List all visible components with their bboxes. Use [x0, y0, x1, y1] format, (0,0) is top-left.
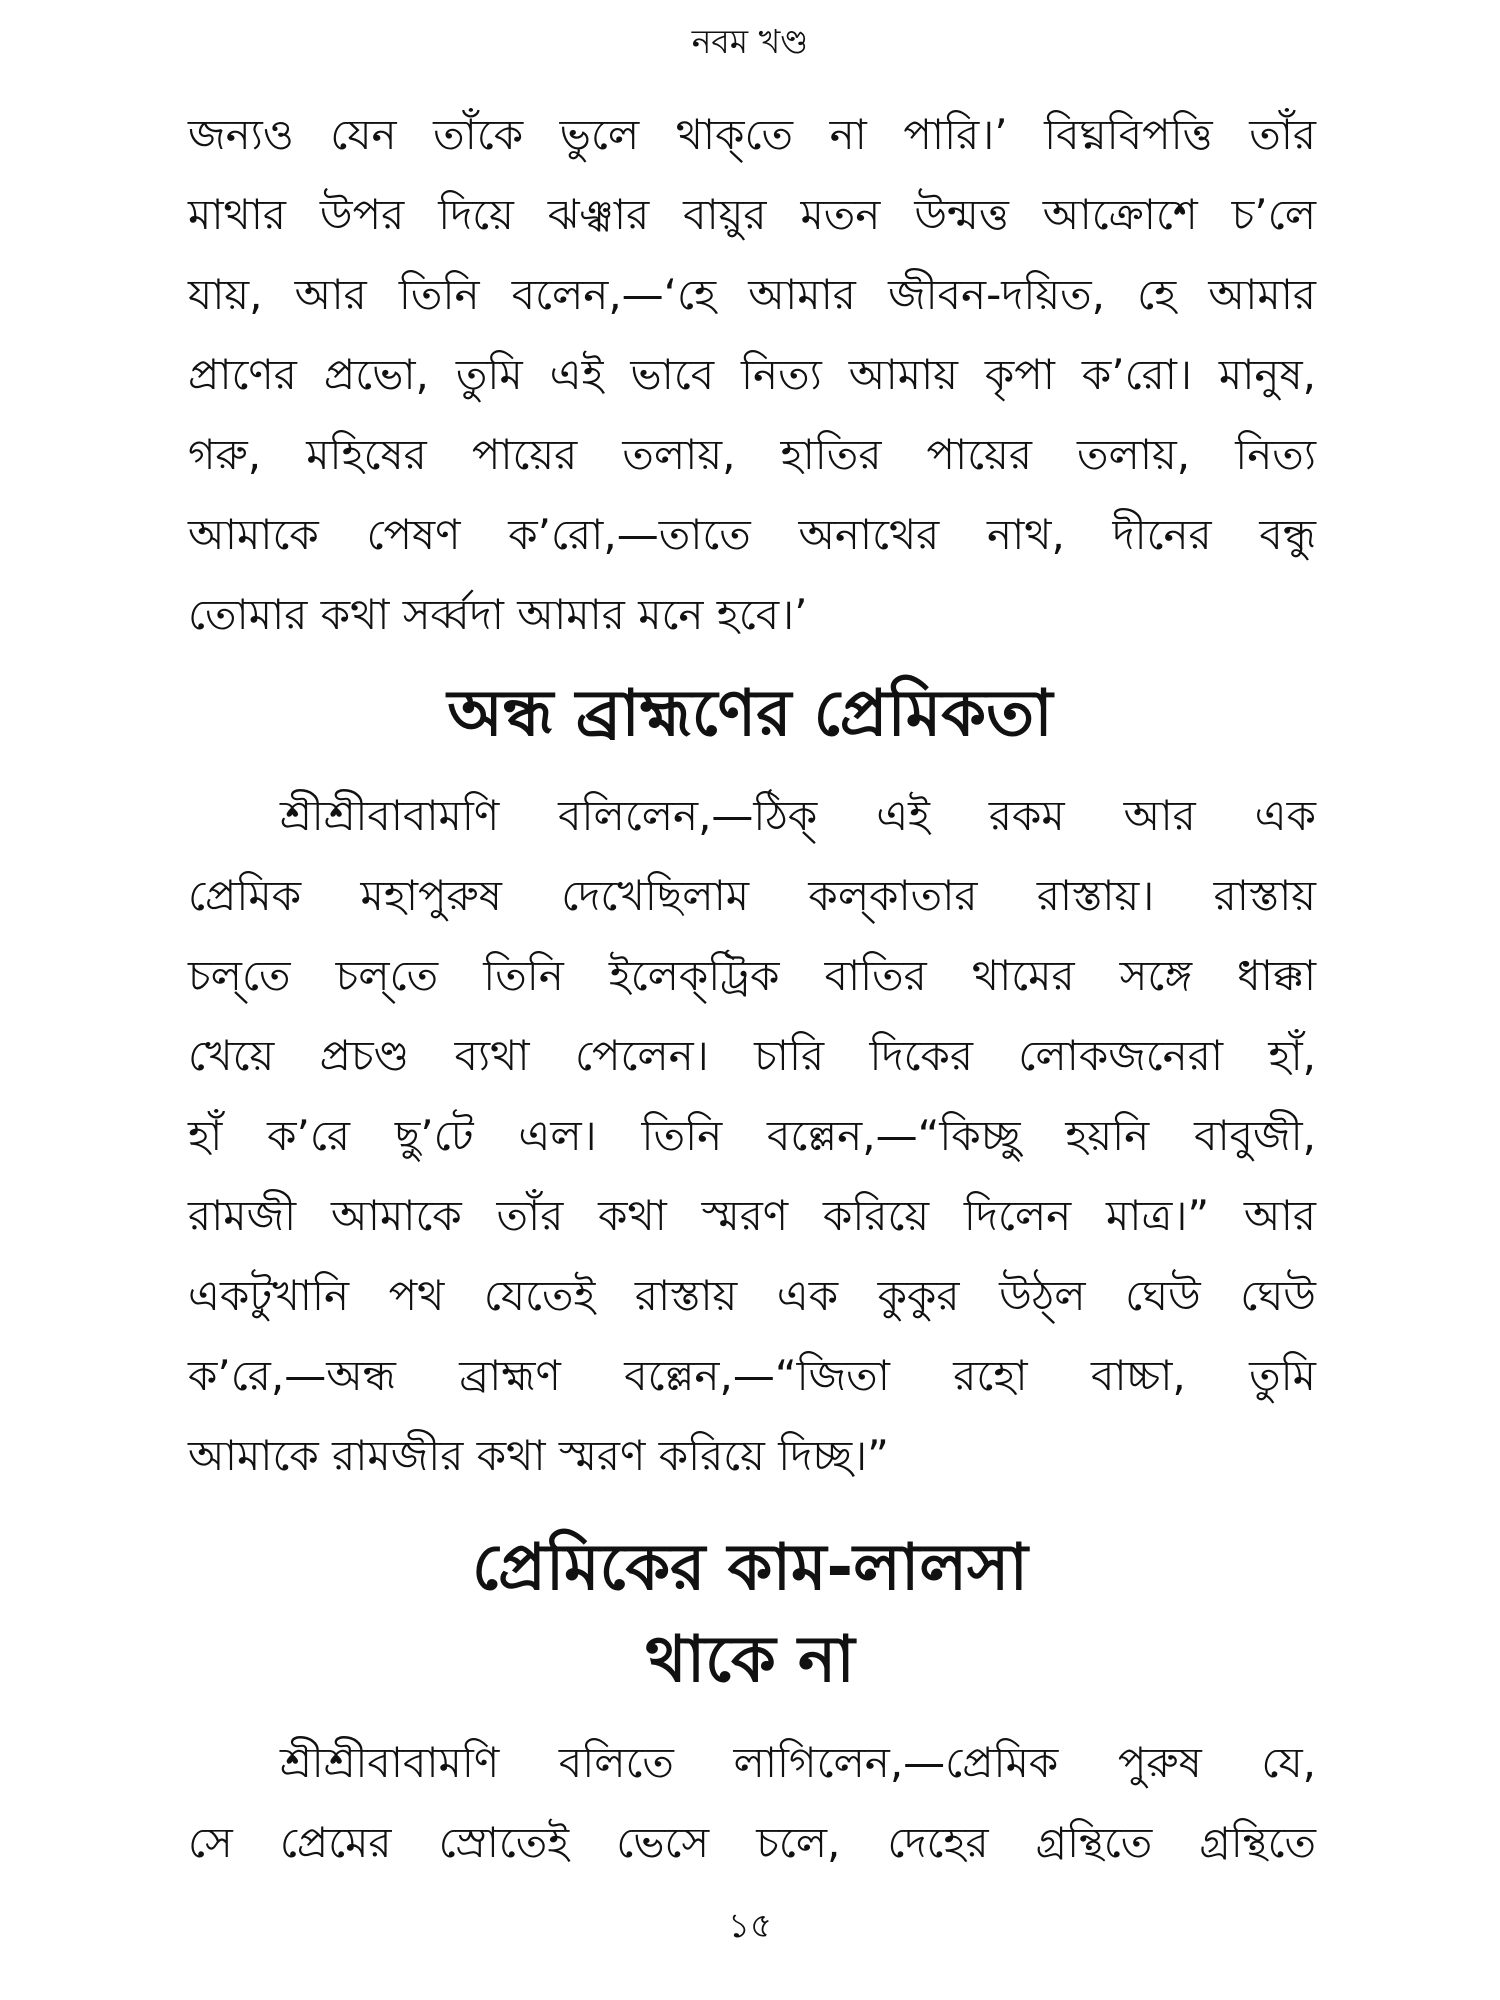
text-line: মাথার উপর দিয়ে ঝঞ্ঝার বায়ুর মতন উন্মত্ত আক্রোশে চ’লে [188, 190, 1316, 239]
section-heading [0, 668, 1500, 760]
running-head: নবম খণ্ড [691, 22, 809, 61]
text-line: গরু, মহিষের পায়ের তলায়, হাতির পায়ের তলায়, নিত্য [188, 430, 1316, 479]
text-line: প্রেমিক মহাপুরুষ দেখেছিলাম কল্‌কাতার রাস্তায়। রাস্তায় [188, 871, 1316, 920]
paragraph-continued [188, 95, 1316, 655]
text-line: আমাকে পেষণ ক’রো,—তাতে অনাথের নাথ, দীনের বন্ধু [188, 510, 1316, 559]
text-line: চল্‌তে চল্‌তে তিনি ইলেক্‌ট্রিক বাতির থামের সঙ্গে ধাক্কা [188, 951, 1316, 1000]
paragraph [188, 1723, 1316, 1883]
text-line: খেয়ে প্রচণ্ড ব্যথা পেলেন। চারি দিকের লোকজনেরা হাঁ, [188, 1031, 1316, 1080]
heading-line: প্রেমিকের কাম-লালসা [472, 1531, 1028, 1605]
text-line: জন্যও যেন তাঁকে ভুলে থাক্‌তে না পারি।’ বিঘ্নবিপত্তি তাঁর [188, 110, 1316, 159]
text-line: সে প্রেমের স্রোতেই ভেসে চলে, দেহের গ্রন্থিতে গ্রন্থিতে [188, 1818, 1316, 1867]
heading-line: অন্ধ ব্রাহ্মণের প্রেমিকতা [447, 677, 1053, 751]
text-line: যায়, আর তিনি বলেন,—‘হে আমার জীবন-দয়িত, হে আমার [188, 270, 1316, 319]
page-number: ১৫ [727, 1906, 773, 1946]
paragraph [188, 776, 1316, 1496]
section-heading [0, 1522, 1500, 1706]
text-line: প্রাণের প্রভো, তুমি এই ভাবে নিত্য আমায় কৃপা ক’রো। মানুষ, [188, 350, 1316, 399]
text-line: ক’রে,—অন্ধ ব্রাহ্মণ বল্লেন,—“জিতা রহো বাচ্চা, তুমি [188, 1351, 1316, 1400]
text-line: হাঁ ক’রে ছু’টে এল। তিনি বল্লেন,—“কিচ্ছু হয়নি বাবুজী, [188, 1111, 1316, 1160]
text-line: শ্রীশ্রীবাবামণি বলিলেন,—ঠিক্‌ এই রকম আর এক [280, 791, 1316, 840]
text-line: রামজী আমাকে তাঁর কথা স্মরণ করিয়ে দিলেন মাত্র।” আর [188, 1191, 1316, 1240]
text-line: আমাকে রামজীর কথা স্মরণ করিয়ে দিচ্ছ।” [188, 1431, 889, 1480]
text-line: তোমার কথা সর্ব্বদা আমার মনে হবে।’ [188, 590, 808, 639]
heading-line: থাকে না [645, 1623, 855, 1697]
text-line: একটুখানি পথ যেতেই রাস্তায় এক কুকুর উঠ্‌ল ঘেউ ঘেউ [188, 1271, 1316, 1320]
text-line: শ্রীশ্রীবাবামণি বলিতে লাগিলেন,—প্রেমিক পুরুষ যে, [280, 1738, 1316, 1787]
